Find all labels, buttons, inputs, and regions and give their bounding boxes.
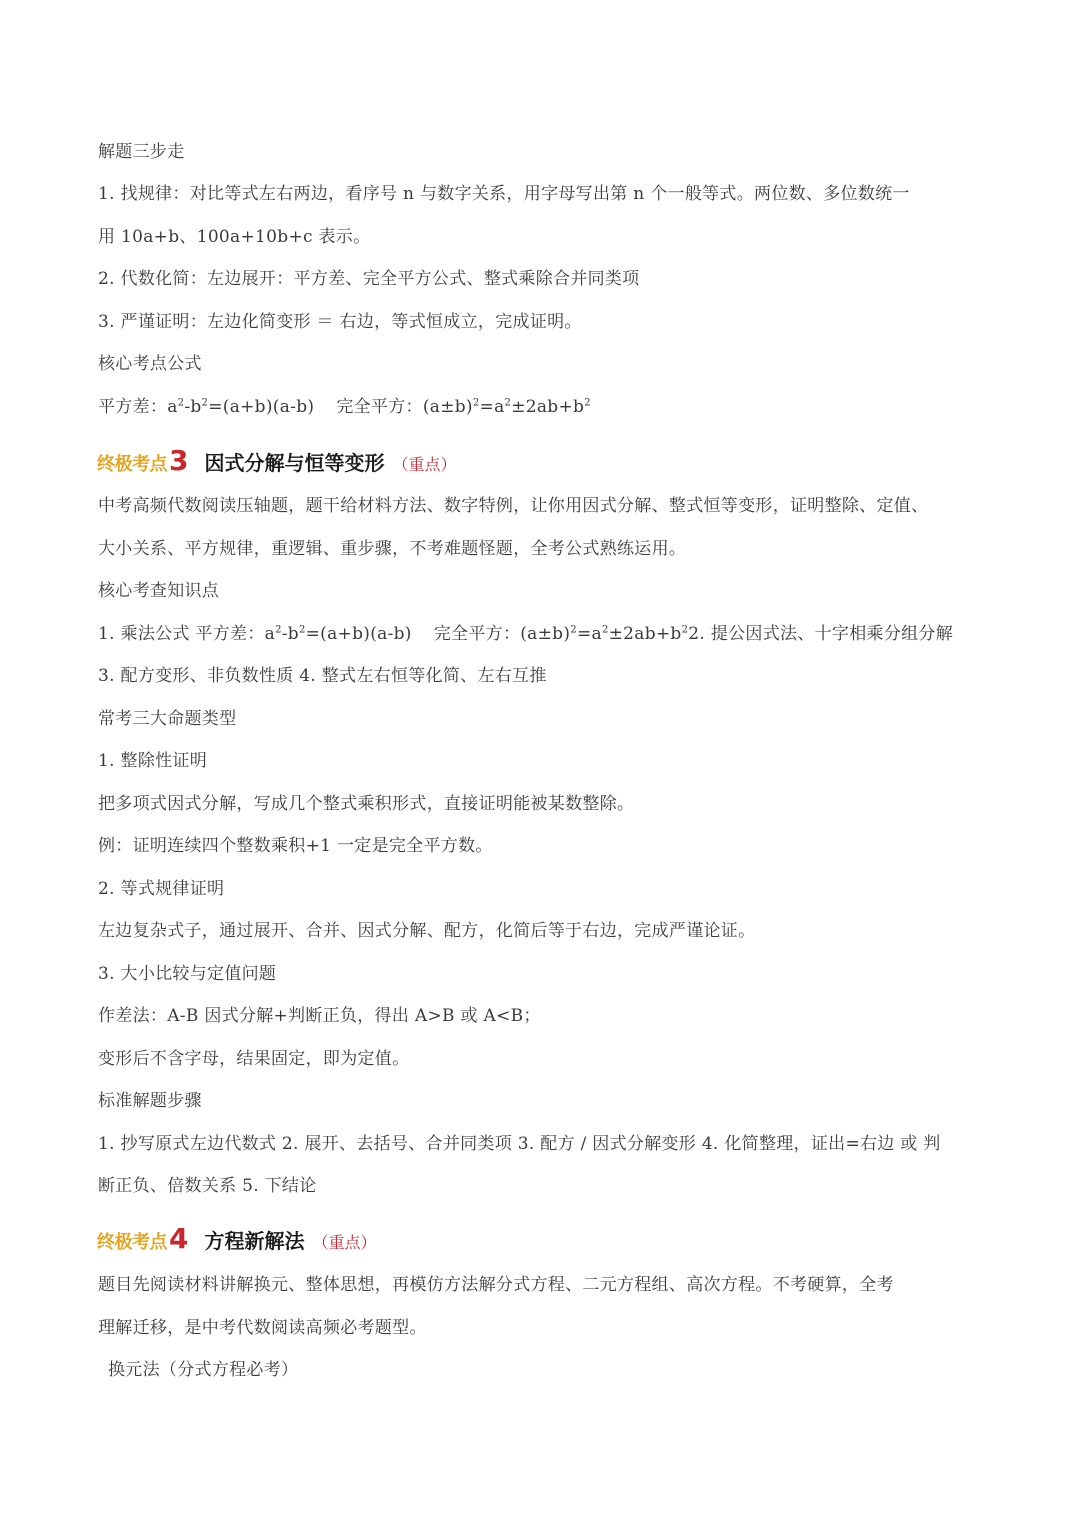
text-line: 1. 抄写原式左边代数式 2. 展开、去括号、合并同类项 3. 配方 / 因式分解变形 4. 化简整理，证出=右边 或 判 xyxy=(98,1134,941,1154)
text-line: 核心考点公式 xyxy=(98,354,202,374)
text-line: 断正负、倍数关系 5. 下结论 xyxy=(98,1176,317,1196)
text-line: 理解迁移，是中考代数阅读高频必考题型。 xyxy=(98,1318,427,1338)
text-line: 用 10a+b、100a+10b+c 表示。 xyxy=(98,227,371,247)
superscript: 2 xyxy=(681,624,689,636)
text-line: 变形后不含字母，结果固定，即为定值。 xyxy=(98,1049,410,1069)
section-heading-4 xyxy=(97,1222,377,1255)
superscript: 2 xyxy=(275,624,282,636)
formula-part: =a xyxy=(479,397,505,417)
heading-note: （重点） xyxy=(392,455,457,474)
heading-title: 方程新解法 xyxy=(204,1229,305,1253)
formula-part: ±2ab+b xyxy=(511,397,585,417)
formula-part: 1. 乘法公式 平方差：a xyxy=(98,624,276,644)
formula-part: =(a+b)(a-b) xyxy=(305,624,412,644)
formula-part: ±2ab+b xyxy=(608,624,682,644)
text-line: 把多项式因式分解，写成几个整式乘积形式，直接证明能被某数整除。 xyxy=(98,794,635,814)
text-line: 3. 严谨证明：左边化简变形 ＝ 右边，等式恒成立，完成证明。 xyxy=(98,312,582,332)
text-line: 解题三步走 xyxy=(98,142,185,162)
superscript: 2 xyxy=(601,624,609,636)
formula-part: 完全平方：(a±b) xyxy=(336,397,473,417)
section-heading-3 xyxy=(97,444,457,477)
formula-part: -b xyxy=(281,624,299,644)
heading-number: 4 xyxy=(169,1222,189,1255)
text-line: 例：证明连续四个整数乘积+1 一定是完全平方数。 xyxy=(98,836,493,856)
text-line: 3. 大小比较与定值问题 xyxy=(98,964,277,984)
text-line: 题目先阅读材料讲解换元、整体思想，再模仿方法解分式方程、二元方程组、高次方程。不考硬算，全考 xyxy=(98,1275,894,1295)
text-line: 1. 整除性证明 xyxy=(98,751,208,771)
text-line: 2. 代数化简：左边展开：平方差、完全平方公式、整式乘除合并同类项 xyxy=(98,269,640,289)
formula-line xyxy=(98,622,1020,646)
heading-note: （重点） xyxy=(312,1233,377,1252)
text-line: 核心考查知识点 xyxy=(98,581,220,601)
formula-part: 平方差：a xyxy=(98,397,178,417)
superscript: 2 xyxy=(504,397,512,409)
superscript: 2 xyxy=(472,397,480,409)
superscript: 2 xyxy=(298,624,306,636)
heading-tag: 终极考点 xyxy=(97,1232,167,1253)
superscript: 2 xyxy=(177,397,185,409)
heading-tag: 终极考点 xyxy=(97,454,167,475)
superscript: 2 xyxy=(570,624,577,636)
heading-title: 因式分解与恒等变形 xyxy=(204,451,385,475)
text-line: 3. 配方变形、非负数性质 4. 整式左右恒等化简、左右互推 xyxy=(98,666,547,686)
text-line: 常考三大命题类型 xyxy=(98,709,237,729)
text-line: 1. 找规律：对比等式左右两边，看序号 n 与数字关系，用字母写出第 n 个一般等式。两位数、多位数统一 xyxy=(98,184,910,204)
superscript: 2 xyxy=(201,397,209,409)
formula-part: =(a+b)(a-b) xyxy=(208,397,315,417)
formula-line xyxy=(98,395,1020,419)
superscript: 2 xyxy=(584,397,591,409)
text-line: 换元法（分式方程必考） xyxy=(108,1360,299,1380)
formula-part: 完全平方：(a±b) xyxy=(433,624,571,644)
text-line: 标准解题步骤 xyxy=(98,1091,202,1111)
formula-part: =a xyxy=(576,624,602,644)
text-line: 左边复杂式子，通过展开、合并、因式分解、配方，化简后等于右边，完成严谨论证。 xyxy=(98,921,756,941)
text-line: 2. 等式规律证明 xyxy=(98,879,225,899)
heading-number: 3 xyxy=(169,444,189,477)
text-line: 中考高频代数阅读压轴题，题干给材料方法、数字特例，让你用因式分解、整式恒等变形，证明整除、定值、 xyxy=(98,496,929,516)
formula-part: 2. 提公因式法、十字相乘分组分解 xyxy=(688,624,954,644)
text-line: 作差法：A-B 因式分解+判断正负，得出 A>B 或 A<B； xyxy=(98,1006,541,1026)
formula-part: -b xyxy=(184,397,202,417)
text-line: 大小关系、平方规律，重逻辑、重步骤，不考难题怪题，全考公式熟练运用。 xyxy=(98,539,687,559)
